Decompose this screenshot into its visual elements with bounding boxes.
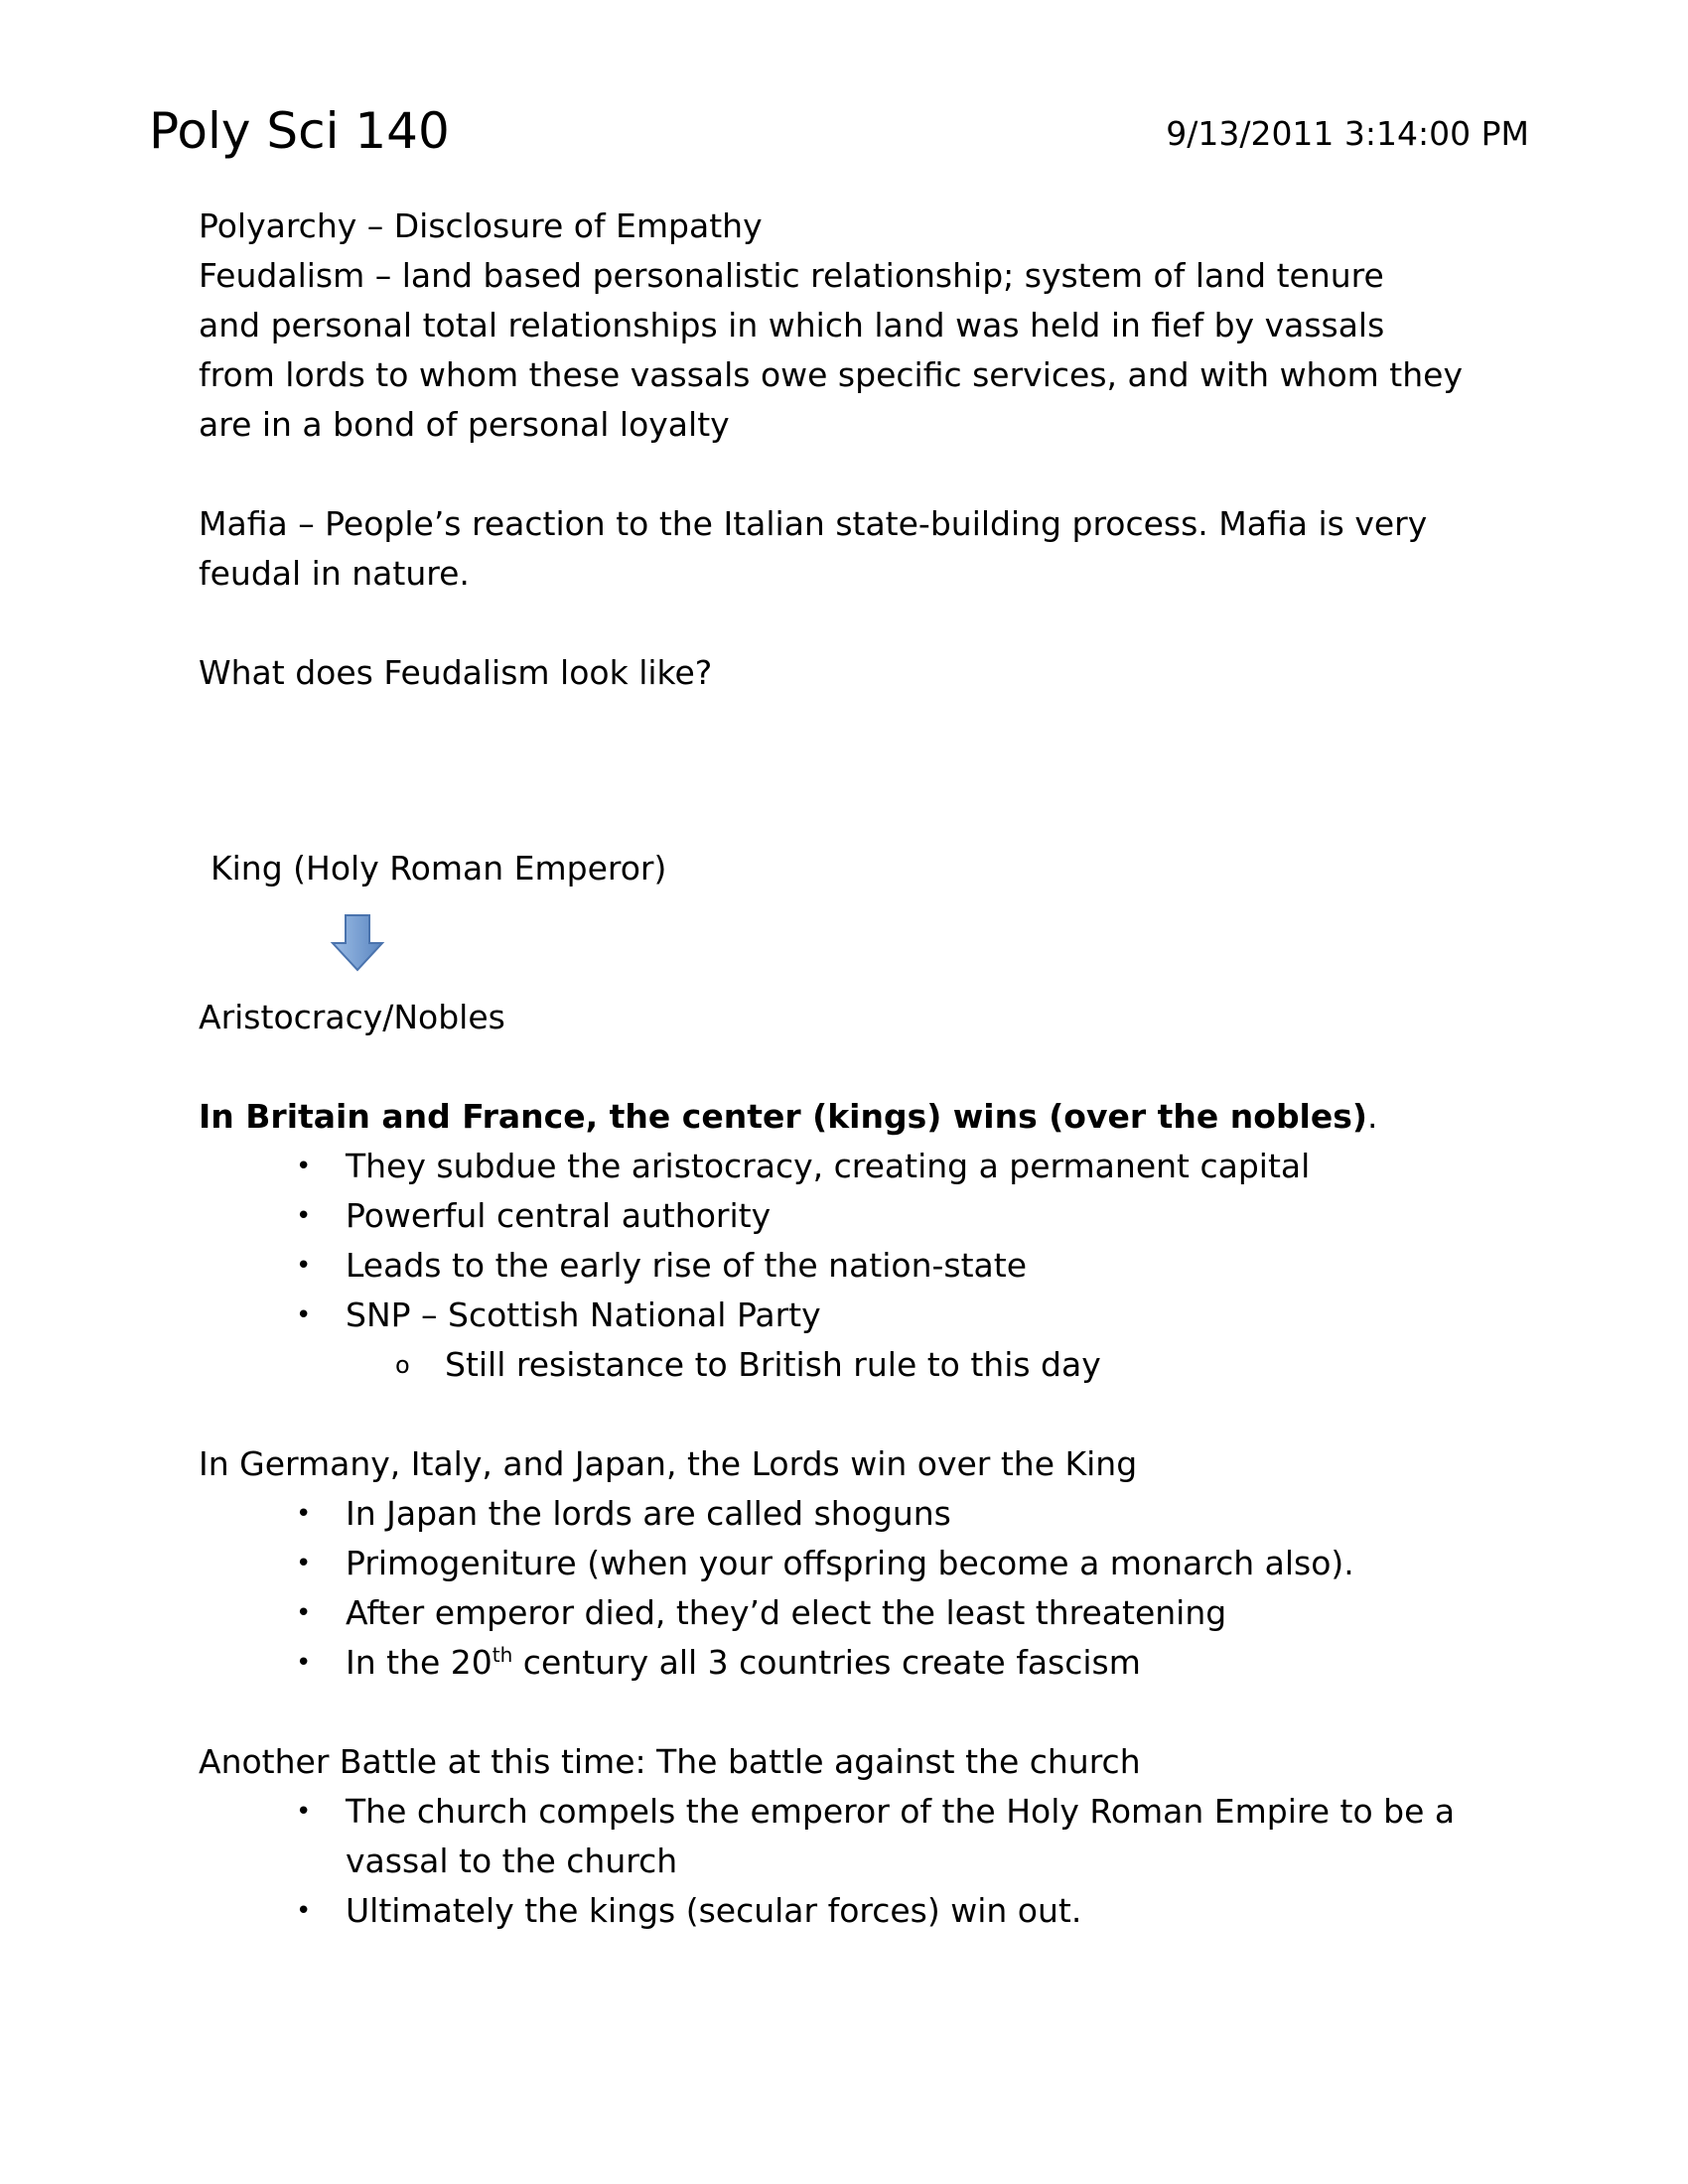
bullet-icon: •: [296, 1896, 312, 1926]
bullet-icon: •: [296, 1598, 312, 1628]
list-item: [199, 1787, 1497, 1886]
list-item: [199, 1489, 1529, 1539]
list-item: [199, 1291, 1529, 1340]
germany-italy-japan-list: [199, 1489, 1529, 1688]
bullet-icon: •: [296, 1499, 312, 1529]
list-item: [199, 1588, 1529, 1638]
list-item: [199, 1539, 1529, 1588]
bullet-icon: •: [296, 1797, 312, 1827]
britain-france-heading-text: In Britain and France, the center (kings) wins (over the nobles): [199, 1097, 1367, 1136]
list-item-text: In Japan the lords are called shoguns: [346, 1494, 951, 1533]
list-item-text: Primogeniture (when your offspring become a monarch also).: [346, 1544, 1354, 1582]
polyarchy-definition: Polyarchy – Disclosure of Empathy: [199, 206, 763, 245]
notes-body: [199, 202, 1529, 1936]
mafia-definition-line: Mafia – People’s reaction to the Italian state-building process. Mafia is very: [199, 504, 1428, 543]
list-item-text: Powerful central authority: [346, 1196, 772, 1235]
list-item-text: Leads to the early rise of the nation-state: [346, 1246, 1028, 1285]
diagram-king-label: King (Holy Roman Emperor): [211, 849, 667, 887]
bullet-icon: •: [296, 1251, 312, 1281]
germany-italy-japan-heading: In Germany, Italy, and Japan, the Lords win over the King: [199, 1444, 1138, 1483]
list-item-text: Ultimately the kings (secular forces) win out.: [346, 1891, 1082, 1930]
page-date: 9/13/2011 3:14:00 PM: [1166, 114, 1529, 153]
page-title: Poly Sci 140: [149, 102, 450, 160]
church-heading: Another Battle at this time: The battle against the church: [199, 1742, 1141, 1781]
feudalism-definition-line: Feudalism – land based personalistic relationship; system of land tenure: [199, 256, 1384, 295]
feudalism-question: What does Feudalism look like?: [199, 653, 713, 692]
feudalism-definition-line: are in a bond of personal loyalty: [199, 405, 730, 444]
list-item-text: SNP – Scottish National Party: [346, 1296, 821, 1334]
down-arrow-icon: [330, 913, 385, 973]
list-item-text: They subdue the aristocracy, creating a permanent capital: [346, 1147, 1311, 1185]
britain-france-heading: [199, 1092, 1529, 1142]
sub-list-item: [199, 1340, 1529, 1390]
feudalism-definition-line: from lords to whom these vassals owe specific services, and with whom they: [199, 355, 1463, 394]
ordinal-suffix: th: [492, 1643, 513, 1667]
list-item-text: The church compels the emperor of the Holy Roman Empire to be a vassal to the church: [346, 1792, 1456, 1880]
sub-list-item-text: Still resistance to British rule to this day: [445, 1345, 1101, 1384]
list-item-text: century all 3 countries create fascism: [512, 1643, 1141, 1682]
list-item-text: After emperor died, they’d elect the least threatening: [346, 1593, 1227, 1632]
feudalism-definition-line: and personal total relationships in which land was held in fief by vassals: [199, 306, 1385, 344]
list-item: [199, 1638, 1529, 1688]
mafia-definition-line: feudal in nature.: [199, 554, 470, 593]
britain-france-heading-period: .: [1366, 1097, 1378, 1136]
bullet-icon: •: [296, 1201, 312, 1231]
church-list: [199, 1787, 1529, 1936]
list-item: [199, 1241, 1529, 1291]
diagram-nobles-label: Aristocracy/Nobles: [199, 998, 505, 1036]
list-item-text: In the 20: [346, 1643, 492, 1682]
list-item: [199, 1142, 1529, 1191]
bullet-icon: •: [296, 1300, 312, 1330]
britain-france-list: [199, 1142, 1529, 1390]
list-item: [199, 1886, 1529, 1936]
hollow-bullet-icon: o: [395, 1351, 410, 1379]
list-item: [199, 1191, 1529, 1241]
bullet-icon: •: [296, 1152, 312, 1181]
bullet-icon: •: [296, 1549, 312, 1578]
bullet-icon: •: [296, 1648, 312, 1678]
